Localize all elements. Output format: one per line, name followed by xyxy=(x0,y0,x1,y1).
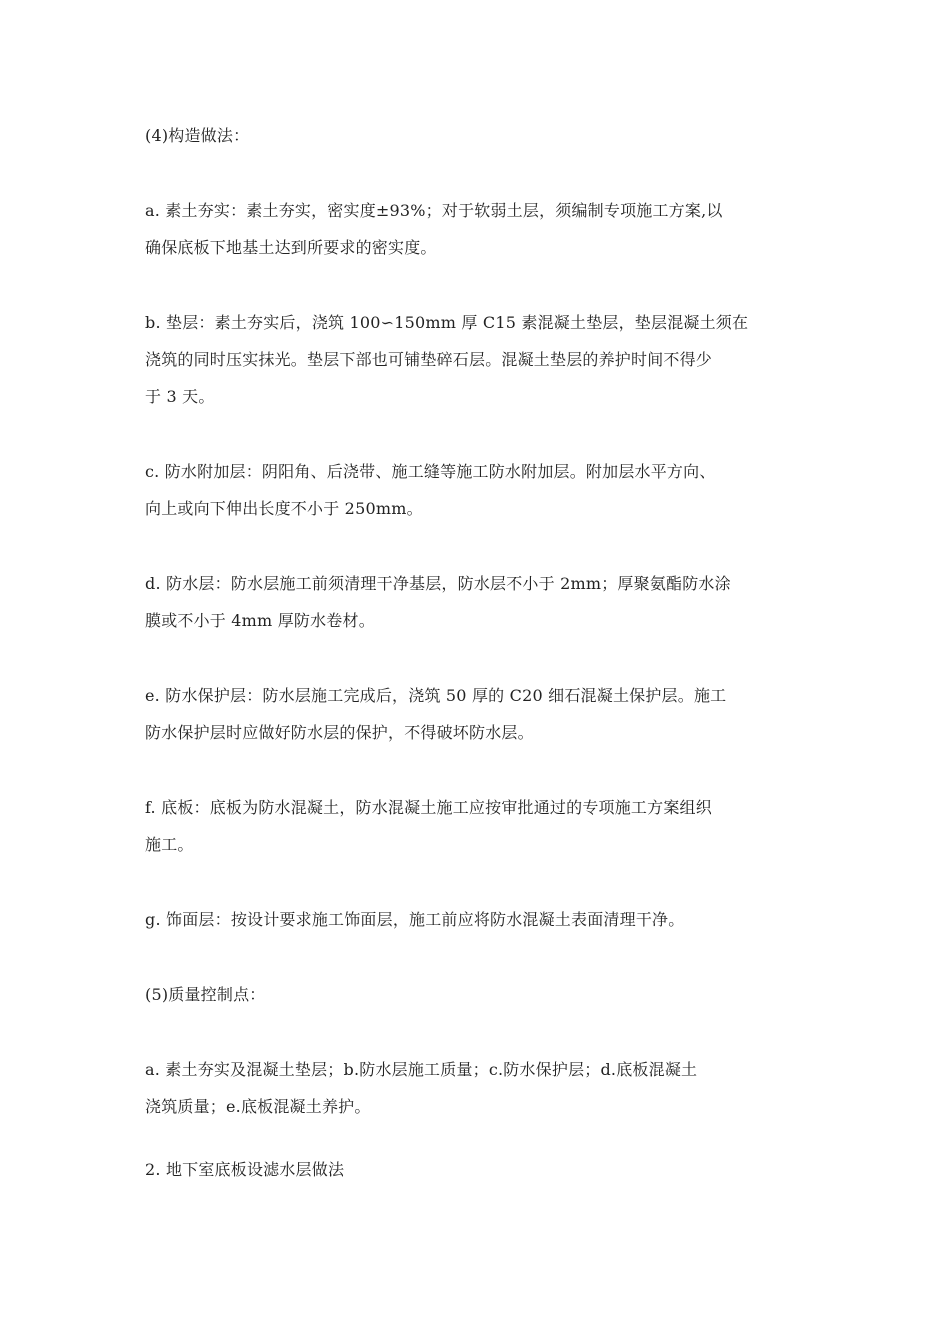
paragraph-a-line-1: a. 素土夯实：素土夯实，密实度±93%；对于软弱土层，须编制专项施工方案,以 xyxy=(145,201,723,220)
section-heading-construction: (4)构造做法： xyxy=(145,126,250,145)
paragraph-f-line-1: f. 底板：底板为防水混凝土，防水混凝土施工应按审批通过的专项施工方案组织 xyxy=(145,798,712,817)
paragraph-b-line-3: 于 3 天。 xyxy=(145,387,215,406)
paragraph-g-line-1: g. 饰面层：按设计要求施工饰面层，施工前应将防水混凝土表面清理干净。 xyxy=(145,910,685,929)
paragraph-d-line-2: 膜或不小于 4mm 厚防水卷材。 xyxy=(145,611,375,630)
paragraph-b-line-2: 浇筑的同时压实抹光。垫层下部也可铺垫碎石层。混凝土垫层的养护时间不得少 xyxy=(145,350,713,369)
paragraph-d-line-1: d. 防水层：防水层施工前须清理干净基层，防水层不小于 2mm；厚聚氨酯防水涂 xyxy=(145,574,731,593)
paragraph-e-line-2: 防水保护层时应做好防水层的保护，不得破坏防水层。 xyxy=(145,723,534,742)
quality-points-line-2: 浇筑质量；e.底板混凝土养护。 xyxy=(145,1097,371,1116)
section-heading-filter-layer: 2. 地下室底板设滤水层做法 xyxy=(145,1160,345,1179)
paragraph-c-line-2: 向上或向下伸出长度不小于 250mm。 xyxy=(145,499,423,518)
section-heading-quality-control: (5)质量控制点： xyxy=(145,985,266,1004)
quality-points-line-1: a. 素土夯实及混凝土垫层；b.防水层施工质量；c.防水保护层；d.底板混凝土 xyxy=(145,1060,698,1079)
paragraph-e-line-1: e. 防水保护层：防水层施工完成后，浇筑 50 厚的 C20 细石混凝土保护层。施工 xyxy=(145,686,727,705)
paragraph-c-line-1: c. 防水附加层：阴阳角、后浇带、施工缝等施工防水附加层。附加层水平方向、 xyxy=(145,462,716,481)
paragraph-a-line-2: 确保底板下地基土达到所要求的密实度。 xyxy=(145,238,437,257)
paragraph-f-line-2: 施工。 xyxy=(145,835,194,854)
paragraph-b-line-1: b. 垫层：素土夯实后，浇筑 100∽150mm 厚 C15 素混凝土垫层，垫层混凝土须在 xyxy=(145,313,749,332)
